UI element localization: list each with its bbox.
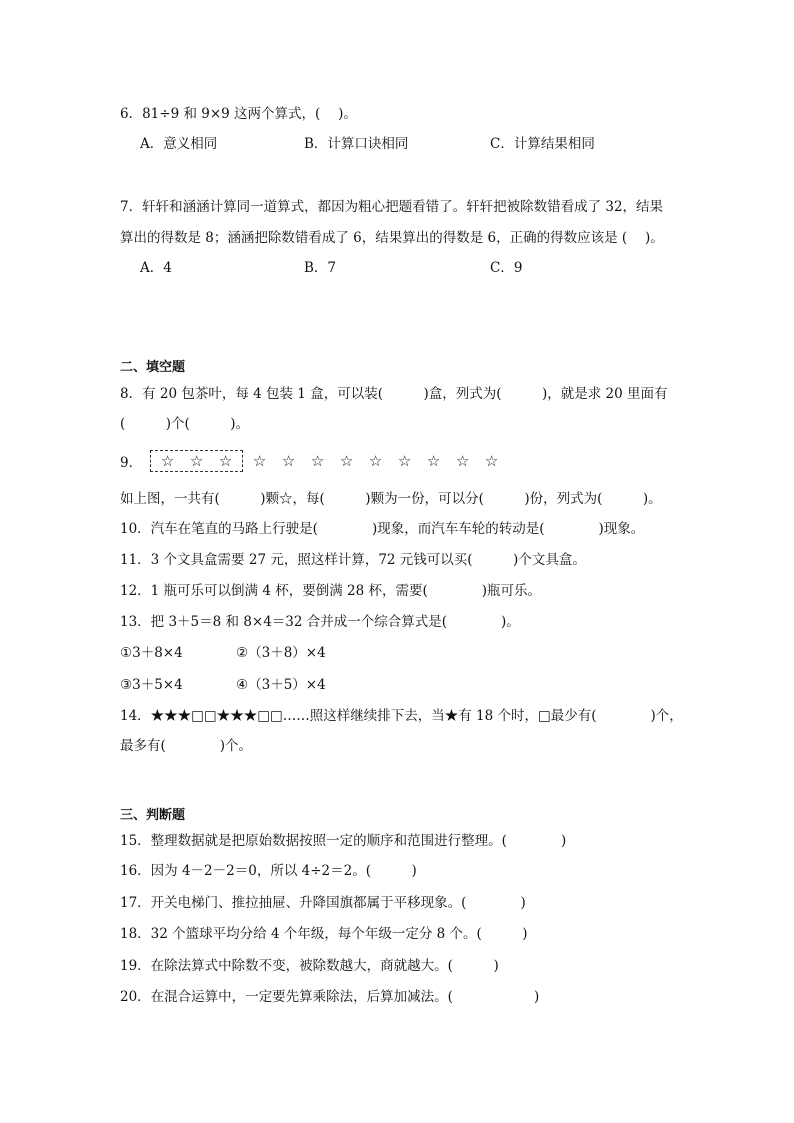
hollow-star-icon: ☆ xyxy=(252,452,267,470)
hollow-star-icon: ☆ xyxy=(160,452,175,470)
question-13-option-4: ④（3＋5）×4 xyxy=(236,677,326,693)
question-18: 18．32 个篮球平均分给 4 个年级，每个年级一定分 8 个。( ) xyxy=(120,926,528,942)
question-7-option-a: A．4 xyxy=(140,260,172,276)
question-6-stem: 6．81÷9 和 9×9 这两个算式，( )。 xyxy=(120,106,357,122)
hollow-star-icon: ☆ xyxy=(189,452,204,470)
hollow-star-icon: ☆ xyxy=(281,452,296,470)
question-16: 16．因为 4－2－2＝0，所以 4÷2＝2。( ) xyxy=(120,863,417,879)
question-9-number: 9． xyxy=(120,455,143,471)
question-6-option-a: A．意义相同 xyxy=(140,136,218,152)
question-7-option-c: C．9 xyxy=(490,260,523,276)
question-8-line-1: 8．有 20 包茶叶，每 4 包装 1 盒，可以装( )盒，列式为( )，就是求 20 里面有 xyxy=(120,386,668,402)
hollow-star-icon: ☆ xyxy=(426,452,441,470)
question-14-line-2: 最多有( )个。 xyxy=(120,738,253,754)
question-12: 12．1 瓶可乐可以倒满 4 杯，要倒满 28 杯，需要( )瓶可乐。 xyxy=(120,583,542,599)
question-14-line-1: 14．★★★□□★★★□□……照这样继续排下去，当★有 18 个时，□最少有( )个， xyxy=(120,708,683,724)
question-20: 20．在混合运算中，一定要先算乘除法，后算加减法。( ) xyxy=(120,989,540,1005)
hollow-star-icon: ☆ xyxy=(397,452,412,470)
question-11: 11．3 个文具盒需要 27 元，照这样计算，72 元钱可以买( )个文具盒。 xyxy=(120,552,586,568)
hollow-star-icon: ☆ xyxy=(310,452,325,470)
hollow-star-icon: ☆ xyxy=(339,452,354,470)
question-8-line-2: ( )个( )。 xyxy=(120,416,250,432)
question-15: 15．整理数据就是把原始数据按照一定的顺序和范围进行整理。( ) xyxy=(120,833,567,849)
hollow-star-icon: ☆ xyxy=(484,452,499,470)
question-7-line-2: 算出的得数是 8；涵涵把除数错看成了 6，结果算出的得数是 6，正确的得数应该是 ( )。 xyxy=(120,230,664,246)
question-6-option-c: C．计算结果相同 xyxy=(490,136,595,152)
question-9-star-row xyxy=(120,449,506,473)
hollow-star-icon: ☆ xyxy=(218,452,233,470)
question-7-option-b: B．7 xyxy=(304,260,337,276)
question-7-line-1: 7．轩轩和涵涵计算同一道算式，都因为粗心把题看错了。轩轩把被除数错看成了 32，结果 xyxy=(120,199,664,215)
section-3-title: 三、判断题 xyxy=(120,808,186,823)
hollow-star-icon: ☆ xyxy=(455,452,470,470)
dashed-star-group-box xyxy=(150,450,243,472)
question-13-stem: 13．把 3＋5＝8 和 8×4＝32 合并成一个综合算式是( )。 xyxy=(120,614,520,630)
question-13-option-2: ②（3＋8）×4 xyxy=(236,645,326,661)
section-2-title: 二、填空题 xyxy=(120,360,186,375)
remaining-stars xyxy=(245,452,506,470)
question-13-option-3: ③3＋5×4 xyxy=(120,677,183,693)
hollow-star-icon: ☆ xyxy=(368,452,383,470)
question-17: 17．开关电梯门、推拉抽屉、升降国旗都属于平移现象。( ) xyxy=(120,895,526,911)
question-13-option-1: ①3＋8×4 xyxy=(120,645,183,661)
question-10: 10．汽车在笔直的马路上行驶是( )现象，而汽车车轮的转动是( )现象。 xyxy=(120,521,645,537)
question-9-line-2: 如上图，一共有( )颗☆，每( )颗为一份，可以分( )份，列式为( )。 xyxy=(120,491,662,507)
question-19: 19．在除法算式中除数不变，被除数越大，商就越大。( ) xyxy=(120,958,499,974)
question-6-option-b: B．计算口诀相同 xyxy=(304,136,409,152)
